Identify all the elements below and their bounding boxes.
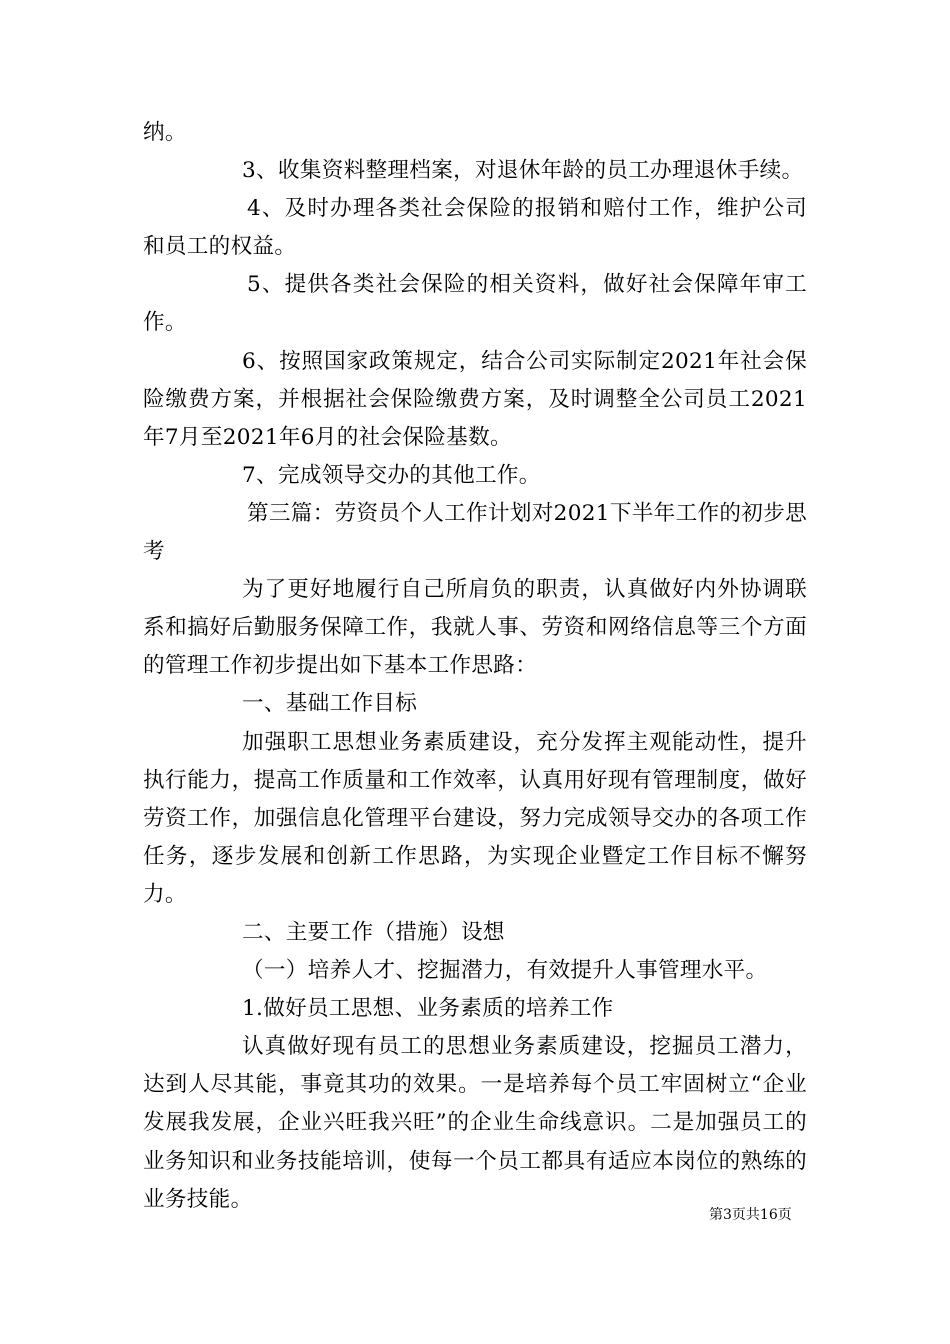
intro-paragraph: 为了更好地履行自己所肩负的职责，认真做好内外协调联系和搞好后勤服务保障工作，我就人事、劳资和网络信息等三个方面的管理工作初步提出如下基本工作思路：	[143, 577, 807, 679]
subheading-training: 1.做好员工思想、业务素质的培养工作	[242, 996, 614, 1022]
document-body	[143, 114, 807, 1219]
heading-main-work: 二、主要工作（措施）设想	[242, 919, 505, 945]
list-item-6: 6、按照国家政策规定，结合公司实际制定2021年社会保险缴费方案，并根据社会保险缴费方案，及时调整全公司员工2021年7月至2021年6月的社会保险基数。	[143, 348, 807, 450]
list-item-4: 4、及时办理各类社会保险的报销和赔付工作，维护公司和员工的权益。	[143, 196, 807, 260]
list-item-5: 5、提供各类社会保险的相关资料，做好社会保障年审工作。	[143, 272, 807, 336]
basic-goals-paragraph: 加强职工思想业务素质建设，充分发挥主观能动性，提升执行能力，提高工作质量和工作效率，认真用好现有管理制度，做好劳资工作，加强信息化管理平台建设，努力完成领导交办的各项工作任务，逐步发展和创新工作思路，为实现企业暨定工作目标不懈努力。	[143, 729, 807, 907]
list-item-3: 3、收集资料整理档案，对退休年龄的员工办理退休手续。	[242, 158, 804, 184]
list-item-7: 7、完成领导交办的其他工作。	[242, 462, 541, 488]
paragraph-continuation: 纳。	[143, 120, 187, 145]
section-title: 第三篇：劳资员个人工作计划对2021下半年工作的初步思考	[143, 500, 807, 565]
subheading-talent: （一）培养人才、挖掘潜力，有效提升人事管理水平。	[242, 958, 768, 984]
training-paragraph: 认真做好现有员工的思想业务素质建设，挖掘员工潜力，达到人尽其能，事竟其功的效果。一是培养每个员工牢固树立“企业发展我发展，企业兴旺我兴旺”的企业生命线意识。二是加强员工的业务知识和业务技能培训，使每一个员工都具有适应本岗位的熟练的业务技能。	[143, 1034, 807, 1212]
page-number-footer: 第3页共16页	[709, 1207, 792, 1223]
heading-basic-goals: 一、基础工作目标	[242, 691, 418, 717]
